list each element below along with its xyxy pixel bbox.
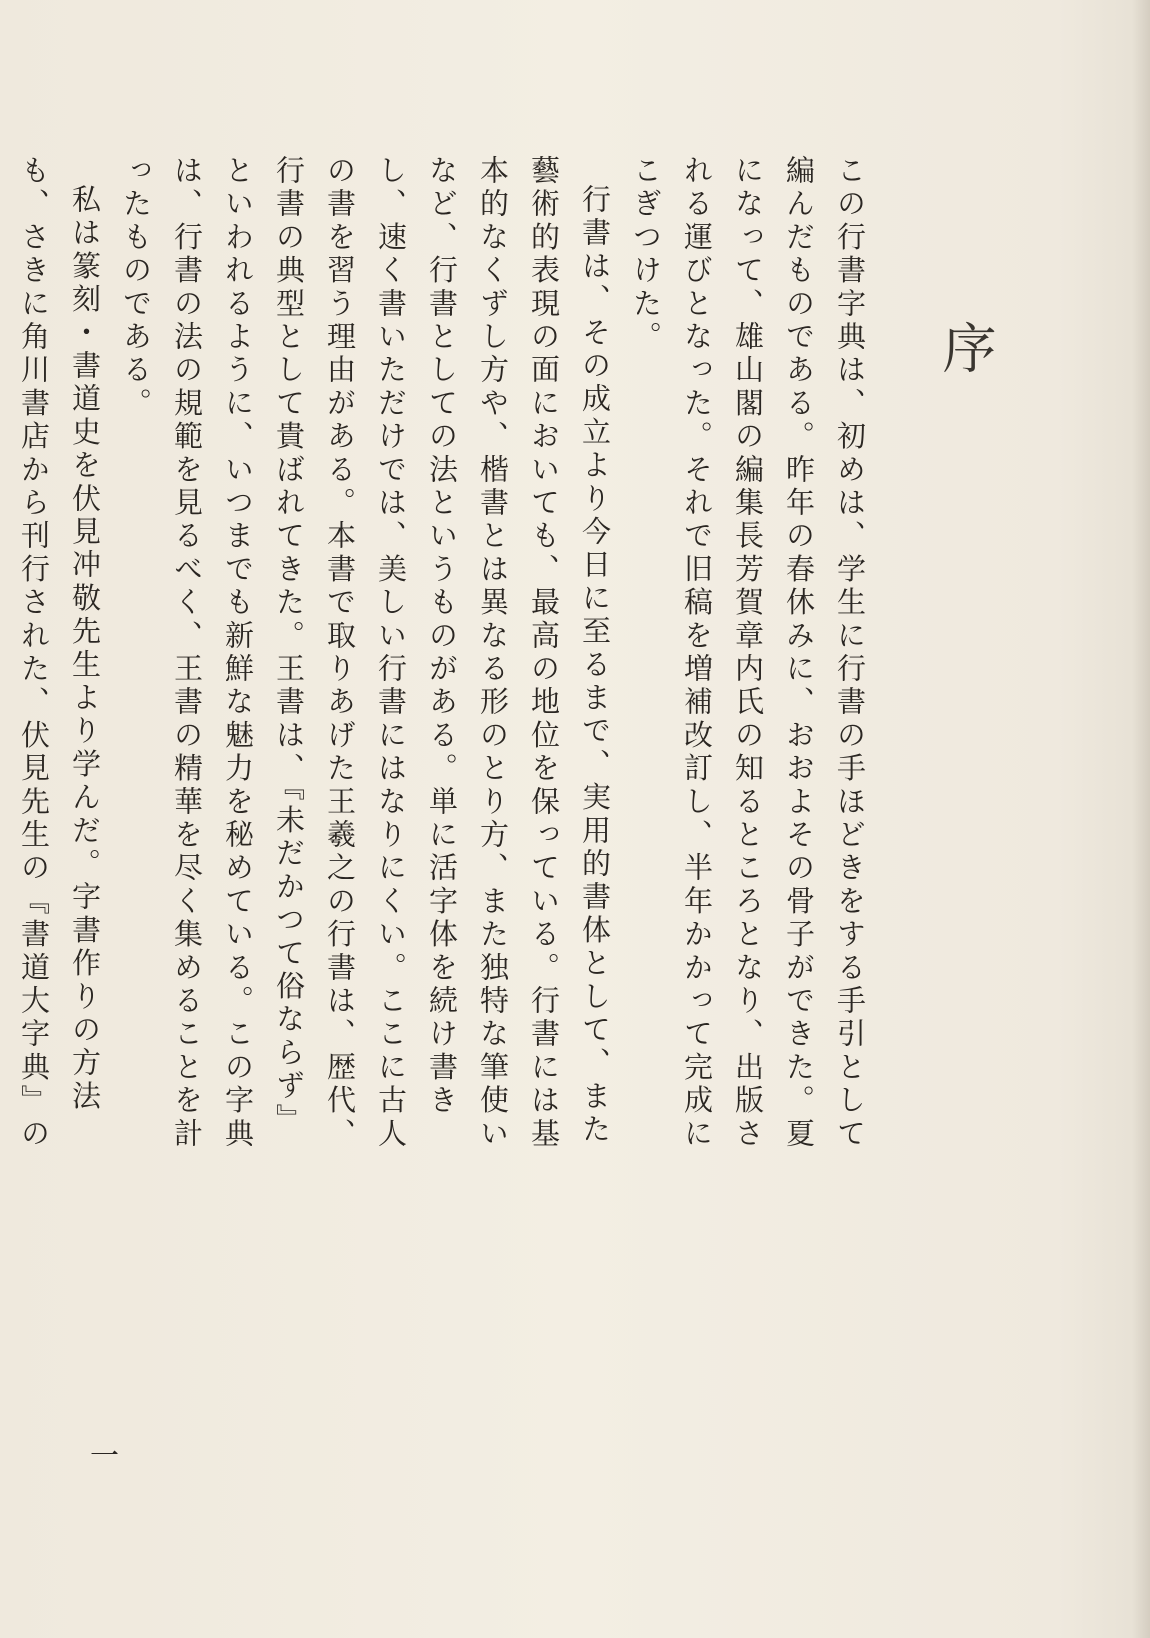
paragraph-1: この行書字典は、初めは、学生に行書の手ほどきをする手引として編んだものである。昨年の春休みに、おおよその骨子ができた。夏になって、雄山閣の編集長芳賀章内氏の知るところとなり、出版される運びとなった。それで旧稿を増補改訂し、半年かかって完成にこぎつけた。 — [629, 155, 867, 1151]
paragraph-3: 私は篆刻・書道史を伏見冲敬先生より学んだ。字書作りの方法も、さきに角川書店から刊行された、伏見先生の『書道大字典』の — [17, 155, 102, 1151]
preface-body — [17, 155, 875, 1165]
section-title: 序 — [934, 320, 997, 378]
paragraph-2: 行書は、その成立より今日に至るまで、実用的書体として、また藝術的表現の面においても、最高の地位を保っている。行書には基本的なくずし方や、楷書とは異なる形のとり方、また独特な筆使いなど、行書としての法というものがある。単に活字体を続け書きし、速く書いただけでは、美しい行書にはなりにくい。ここに古人の書を習う理由がある。本書で取りあげた王羲之の行書は、歴代、行書の典型として貴ばれてきた。王書は、『未だかつて俗ならず』といわれるように、いつまでも新鮮な魅力を秘めている。この字典は、行書の法の規範を見るべく、王書の精華を尽く集めることを計ったものである。 — [119, 155, 612, 1152]
page-number: 一 — [86, 1440, 120, 1469]
page-edge-shadow — [1132, 0, 1150, 1638]
